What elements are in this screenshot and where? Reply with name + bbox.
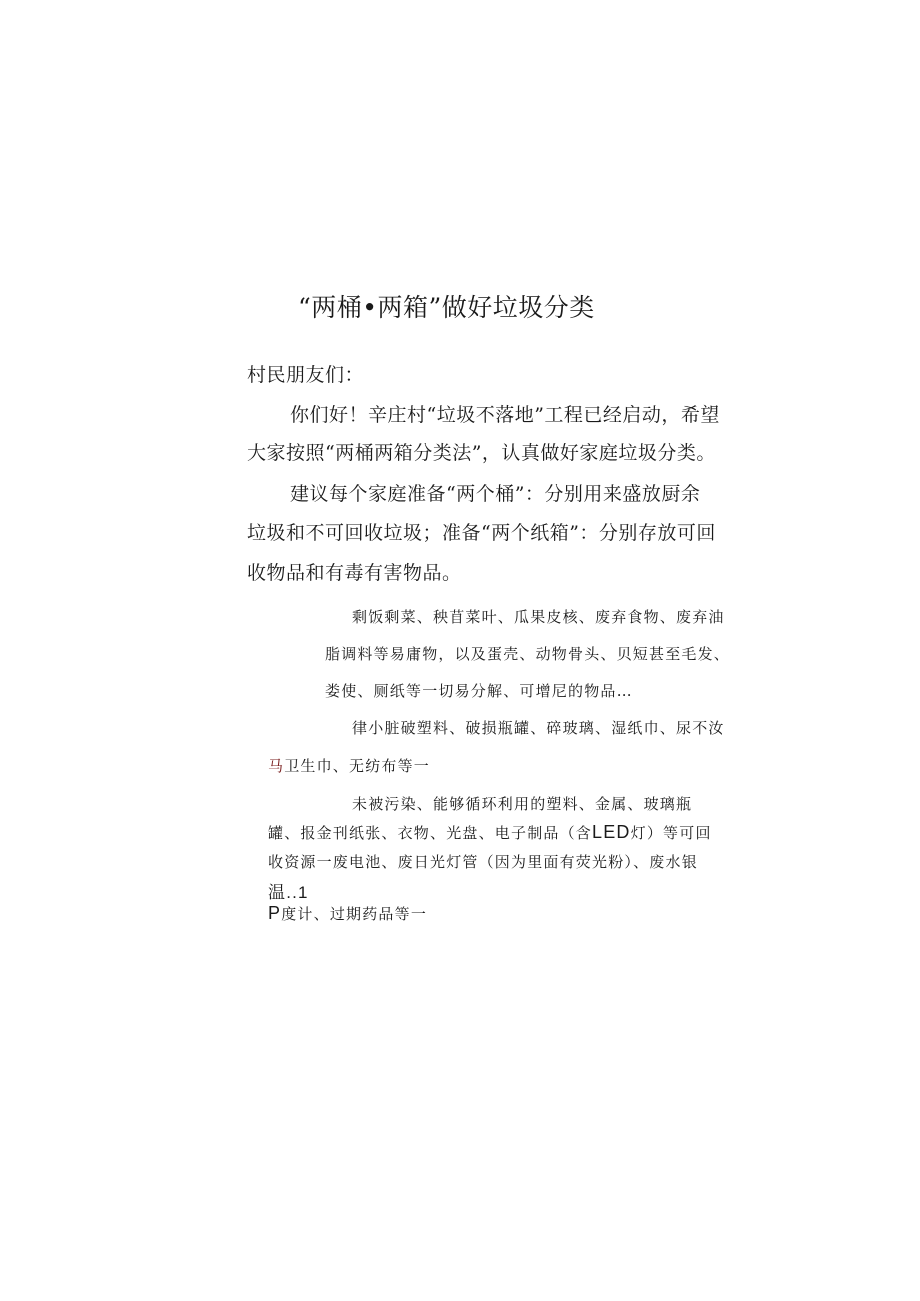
paragraph1-line2: 大家按照“两桶两箱分类法”，认真做好家庭垃圾分类。 [247, 442, 716, 464]
kitchen-waste-line2: 脂调料等易庸物，以及蛋壳、动物骨头、贝短甚至毛发、 [325, 645, 731, 663]
recyclable-line2-part-a: 罐、报金刊纸张、衣物、光盘、电子制品（含 [268, 824, 593, 842]
recyclable-line3: 收资源一废电池、废日光灯管（因为里面有荧光粉）、废水银 [268, 853, 698, 871]
hazardous-line2 [268, 903, 427, 924]
paragraph2-line1: 建议每个家庭准备“两个桶”：分别用来盛放厨余 [290, 483, 701, 505]
hazardous-line2-p: P [268, 903, 282, 923]
hazardous-line1-text: 温..1 [268, 883, 309, 902]
recyclable-line2-part-b: 灯）等可回 [630, 824, 712, 842]
non-recyclable-line2-rest: 卫生巾、无纺布等一 [284, 757, 431, 775]
salutation: 村民朋友们： [247, 364, 365, 386]
non-recyclable-line2 [268, 755, 430, 776]
recyclable-line2-led: LED [592, 822, 631, 842]
non-recyclable-line1: 律小脏破塑料、破损瓶罐、碎玻璃、湿纸巾、尿不汝 [352, 719, 725, 737]
kitchen-waste-line3: 娄使、厕纸等一切易分解、可增尼的物品… [325, 682, 633, 700]
recyclable-line2 [268, 822, 712, 843]
hazardous-line1 [268, 878, 309, 903]
paragraph1-line1: 你们好！辛庄村“垃圾不落地”工程已经启动，希望 [290, 404, 720, 426]
non-recyclable-line2-red-char: 马 [268, 757, 285, 775]
recyclable-line1: 未被污染、能够循环利用的塑料、金属、玻璃瓶 [352, 795, 693, 813]
document-title: “两桶•两箱”做好垃圾分类 [298, 293, 595, 322]
kitchen-waste-line1: 剩饭剩菜、秧苜菜叶、瓜果皮核、废弃食物、废弃油 [352, 608, 725, 626]
paragraph2-line3: 收物品和有毒有害物品。 [247, 562, 462, 584]
hazardous-line2-rest: 度计、过期药品等一 [281, 905, 428, 923]
paragraph2-line2: 垃圾和不可回收垃圾；准备“两个纸箱”：分别存放可回 [247, 522, 716, 544]
